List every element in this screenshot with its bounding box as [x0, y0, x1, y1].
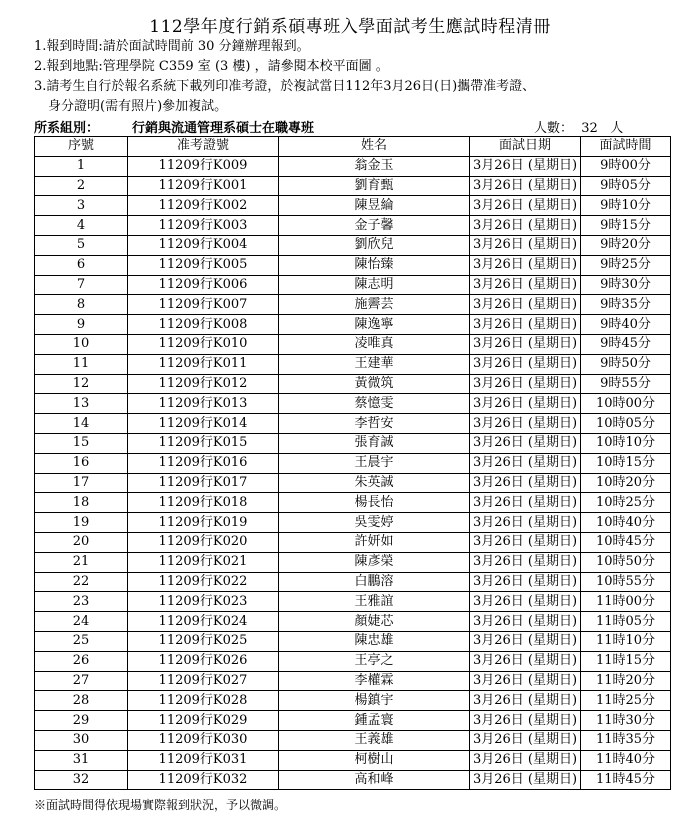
cell-interview-time: 10時10分 — [581, 433, 671, 453]
cell-ticket-number: 11209行K013 — [128, 394, 279, 414]
table-row — [35, 711, 671, 731]
cell-serial: 13 — [35, 394, 128, 414]
table-row — [35, 750, 671, 770]
cell-name: 陳怡臻 — [279, 255, 470, 275]
table-row — [35, 552, 671, 572]
cell-ticket-number: 11209行K016 — [128, 453, 279, 473]
cell-name: 楊鎮宇 — [279, 691, 470, 711]
cell-serial: 17 — [35, 473, 128, 493]
notes-block — [34, 37, 535, 117]
cell-name: 凌唯真 — [279, 334, 470, 354]
cell-name: 劉育甄 — [279, 176, 470, 196]
cell-serial: 11 — [35, 354, 128, 374]
note-check-in-location: 2.報到地點:管理學院 C359 室 (3 樓) ，請參閱本校平面圖 。 — [34, 59, 389, 74]
cell-interview-time: 10時55分 — [581, 572, 671, 592]
table-row — [35, 414, 671, 434]
cell-ticket-number: 11209行K012 — [128, 374, 279, 394]
cell-name: 鍾孟寰 — [279, 711, 470, 731]
cell-interview-time: 9時35分 — [581, 295, 671, 315]
cell-ticket-number: 11209行K017 — [128, 473, 279, 493]
cell-interview-time: 10時50分 — [581, 552, 671, 572]
cell-serial: 29 — [35, 711, 128, 731]
table-row — [35, 532, 671, 552]
count-unit: 人 — [610, 121, 624, 136]
cell-name: 王建華 — [279, 354, 470, 374]
cell-ticket-number: 11209行K028 — [128, 691, 279, 711]
cell-serial: 31 — [35, 750, 128, 770]
cell-serial: 30 — [35, 730, 128, 750]
cell-interview-date: 3月26日 (星期日) — [470, 711, 581, 731]
table-row — [35, 216, 671, 236]
cell-interview-date: 3月26日 (星期日) — [470, 493, 581, 513]
cell-interview-date: 3月26日 (星期日) — [470, 433, 581, 453]
cell-interview-time: 9時25分 — [581, 255, 671, 275]
cell-interview-time: 10時15分 — [581, 453, 671, 473]
table-row — [35, 730, 671, 750]
table-row — [35, 612, 671, 632]
cell-ticket-number: 11209行K008 — [128, 315, 279, 335]
note-admission-ticket: 3.請考生自行於報名系統下載列印准考證，於複試當日112年3月26日(日)攜帶准考證、 — [34, 79, 536, 94]
cell-serial: 9 — [35, 315, 128, 335]
cell-name: 蔡憶雯 — [279, 394, 470, 414]
cell-ticket-number: 11209行K009 — [128, 156, 279, 176]
cell-serial: 22 — [35, 572, 128, 592]
cell-serial: 23 — [35, 592, 128, 612]
column-header-name: 姓名 — [279, 137, 470, 157]
column-header-interview-date: 面試日期 — [470, 137, 581, 157]
cell-interview-time: 9時00分 — [581, 156, 671, 176]
cell-ticket-number: 11209行K025 — [128, 631, 279, 651]
cell-ticket-number: 11209行K018 — [128, 493, 279, 513]
table-row — [35, 572, 671, 592]
table-row — [35, 453, 671, 473]
cell-name: 王義雄 — [279, 730, 470, 750]
cell-interview-time: 9時20分 — [581, 235, 671, 255]
cell-interview-time: 10時40分 — [581, 513, 671, 533]
table-row — [35, 513, 671, 533]
cell-ticket-number: 11209行K011 — [128, 354, 279, 374]
cell-interview-date: 3月26日 (星期日) — [470, 691, 581, 711]
applicant-count — [534, 117, 623, 136]
cell-interview-time: 9時40分 — [581, 315, 671, 335]
table-row — [35, 255, 671, 275]
table-header-row — [35, 137, 671, 157]
cell-interview-time: 11時00分 — [581, 592, 671, 612]
cell-interview-date: 3月26日 (星期日) — [470, 334, 581, 354]
table-row — [35, 295, 671, 315]
cell-interview-time: 11時40分 — [581, 750, 671, 770]
cell-interview-date: 3月26日 (星期日) — [470, 315, 581, 335]
cell-interview-date: 3月26日 (星期日) — [470, 770, 581, 790]
cell-ticket-number: 11209行K003 — [128, 216, 279, 236]
cell-interview-time: 9時30分 — [581, 275, 671, 295]
table-row — [35, 334, 671, 354]
cell-interview-date: 3月26日 (星期日) — [470, 414, 581, 434]
cell-interview-date: 3月26日 (星期日) — [470, 671, 581, 691]
cell-serial: 19 — [35, 513, 128, 533]
cell-interview-date: 3月26日 (星期日) — [470, 453, 581, 473]
cell-serial: 18 — [35, 493, 128, 513]
cell-name: 金子馨 — [279, 216, 470, 236]
cell-ticket-number: 11209行K014 — [128, 414, 279, 434]
cell-interview-date: 3月26日 (星期日) — [470, 552, 581, 572]
cell-ticket-number: 11209行K023 — [128, 592, 279, 612]
cell-name: 李哲安 — [279, 414, 470, 434]
cell-interview-date: 3月26日 (星期日) — [470, 592, 581, 612]
cell-interview-time: 9時05分 — [581, 176, 671, 196]
cell-ticket-number: 11209行K010 — [128, 334, 279, 354]
cell-ticket-number: 11209行K001 — [128, 176, 279, 196]
table-row — [35, 631, 671, 651]
table-row — [35, 592, 671, 612]
cell-interview-date: 3月26日 (星期日) — [470, 572, 581, 592]
cell-serial: 21 — [35, 552, 128, 572]
cell-interview-date: 3月26日 (星期日) — [470, 374, 581, 394]
cell-ticket-number: 11209行K029 — [128, 711, 279, 731]
cell-ticket-number: 11209行K031 — [128, 750, 279, 770]
cell-serial: 32 — [35, 770, 128, 790]
footnote: ※面試時間得依現場實際報到狀況，予以微調。 — [34, 798, 287, 812]
cell-ticket-number: 11209行K022 — [128, 572, 279, 592]
cell-name: 王晨宇 — [279, 453, 470, 473]
cell-serial: 20 — [35, 532, 128, 552]
cell-ticket-number: 11209行K032 — [128, 770, 279, 790]
department-row — [34, 117, 674, 135]
department-label: 所系組別： — [34, 121, 100, 136]
cell-name: 高和峰 — [279, 770, 470, 790]
cell-interview-time: 11時35分 — [581, 730, 671, 750]
cell-name: 陳彥榮 — [279, 552, 470, 572]
department-name: 行銷與流通管理系碩士在職專班 — [132, 121, 315, 136]
cell-interview-time: 11時10分 — [581, 631, 671, 651]
cell-interview-time: 10時25分 — [581, 493, 671, 513]
cell-serial: 6 — [35, 255, 128, 275]
cell-ticket-number: 11209行K027 — [128, 671, 279, 691]
count-value: 32 — [581, 121, 598, 136]
table-row — [35, 374, 671, 394]
cell-ticket-number: 11209行K020 — [128, 532, 279, 552]
cell-serial: 3 — [35, 196, 128, 216]
cell-serial: 26 — [35, 651, 128, 671]
table-row — [35, 156, 671, 176]
cell-interview-time: 11時25分 — [581, 691, 671, 711]
cell-interview-date: 3月26日 (星期日) — [470, 473, 581, 493]
cell-interview-time: 9時50分 — [581, 354, 671, 374]
cell-interview-date: 3月26日 (星期日) — [470, 651, 581, 671]
count-label: 人數： — [534, 121, 574, 136]
table-row — [35, 433, 671, 453]
cell-interview-date: 3月26日 (星期日) — [470, 354, 581, 374]
cell-name: 張育誠 — [279, 433, 470, 453]
cell-interview-time: 11時20分 — [581, 671, 671, 691]
cell-interview-date: 3月26日 (星期日) — [470, 612, 581, 632]
cell-interview-time: 11時15分 — [581, 651, 671, 671]
table-row — [35, 671, 671, 691]
cell-interview-time: 11時45分 — [581, 770, 671, 790]
cell-name: 施霽芸 — [279, 295, 470, 315]
cell-interview-date: 3月26日 (星期日) — [470, 394, 581, 414]
cell-serial: 5 — [35, 235, 128, 255]
cell-interview-date: 3月26日 (星期日) — [470, 255, 581, 275]
cell-serial: 16 — [35, 453, 128, 473]
table-row — [35, 394, 671, 414]
cell-ticket-number: 11209行K030 — [128, 730, 279, 750]
cell-name: 陳忠雄 — [279, 631, 470, 651]
table-row — [35, 235, 671, 255]
cell-serial: 14 — [35, 414, 128, 434]
cell-name: 李權霖 — [279, 671, 470, 691]
cell-serial: 2 — [35, 176, 128, 196]
cell-ticket-number: 11209行K026 — [128, 651, 279, 671]
cell-interview-date: 3月26日 (星期日) — [470, 295, 581, 315]
cell-name: 翁金玉 — [279, 156, 470, 176]
cell-ticket-number: 11209行K007 — [128, 295, 279, 315]
table-row — [35, 651, 671, 671]
cell-name: 顏婕芯 — [279, 612, 470, 632]
cell-serial: 25 — [35, 631, 128, 651]
cell-ticket-number: 11209行K015 — [128, 433, 279, 453]
column-header-interview-time: 面試時間 — [581, 137, 671, 157]
cell-ticket-number: 11209行K002 — [128, 196, 279, 216]
table-row — [35, 354, 671, 374]
note-identity-proof: 身分證明(需有照片)參加複試。 — [48, 99, 228, 114]
table-row — [35, 691, 671, 711]
cell-name: 朱英誠 — [279, 473, 470, 493]
cell-interview-date: 3月26日 (星期日) — [470, 156, 581, 176]
cell-interview-time: 10時05分 — [581, 414, 671, 434]
cell-interview-time: 10時20分 — [581, 473, 671, 493]
page-title: 112學年度行銷系碩專班入學面試考生應試時程清冊 — [149, 17, 551, 37]
cell-name: 黃微筑 — [279, 374, 470, 394]
cell-serial: 10 — [35, 334, 128, 354]
table-row — [35, 315, 671, 335]
cell-interview-date: 3月26日 (星期日) — [470, 196, 581, 216]
cell-interview-time: 9時45分 — [581, 334, 671, 354]
cell-interview-date: 3月26日 (星期日) — [470, 631, 581, 651]
schedule-table — [34, 136, 671, 790]
column-header-ticket-number: 准考證號 — [128, 137, 279, 157]
cell-interview-date: 3月26日 (星期日) — [470, 513, 581, 533]
cell-interview-date: 3月26日 (星期日) — [470, 730, 581, 750]
cell-interview-date: 3月26日 (星期日) — [470, 235, 581, 255]
cell-interview-time: 9時15分 — [581, 216, 671, 236]
cell-interview-time: 9時55分 — [581, 374, 671, 394]
cell-interview-date: 3月26日 (星期日) — [470, 750, 581, 770]
cell-name: 吳雯婷 — [279, 513, 470, 533]
cell-name: 陳逸寧 — [279, 315, 470, 335]
cell-ticket-number: 11209行K006 — [128, 275, 279, 295]
note-check-in-time: 1.報到時間:請於面試時間前 30 分鐘辦理報到。 — [34, 39, 310, 54]
cell-serial: 4 — [35, 216, 128, 236]
cell-serial: 12 — [35, 374, 128, 394]
cell-interview-date: 3月26日 (星期日) — [470, 532, 581, 552]
cell-ticket-number: 11209行K024 — [128, 612, 279, 632]
cell-interview-time: 10時00分 — [581, 394, 671, 414]
table-row — [35, 770, 671, 790]
cell-interview-date: 3月26日 (星期日) — [470, 176, 581, 196]
cell-name: 王雅誼 — [279, 592, 470, 612]
cell-serial: 27 — [35, 671, 128, 691]
cell-serial: 8 — [35, 295, 128, 315]
table-row — [35, 493, 671, 513]
cell-name: 柯樹山 — [279, 750, 470, 770]
column-header-serial: 序號 — [35, 137, 128, 157]
cell-interview-time: 11時30分 — [581, 711, 671, 731]
cell-serial: 1 — [35, 156, 128, 176]
table-row — [35, 196, 671, 216]
cell-name: 許妍如 — [279, 532, 470, 552]
cell-serial: 24 — [35, 612, 128, 632]
cell-interview-time: 11時05分 — [581, 612, 671, 632]
cell-serial: 7 — [35, 275, 128, 295]
cell-interview-date: 3月26日 (星期日) — [470, 275, 581, 295]
cell-ticket-number: 11209行K021 — [128, 552, 279, 572]
cell-name: 楊長怡 — [279, 493, 470, 513]
cell-serial: 28 — [35, 691, 128, 711]
cell-ticket-number: 11209行K019 — [128, 513, 279, 533]
cell-serial: 15 — [35, 433, 128, 453]
table-row — [35, 176, 671, 196]
table-row — [35, 275, 671, 295]
cell-name: 陳志明 — [279, 275, 470, 295]
cell-name: 王亭之 — [279, 651, 470, 671]
cell-interview-time: 9時10分 — [581, 196, 671, 216]
cell-interview-date: 3月26日 (星期日) — [470, 216, 581, 236]
cell-ticket-number: 11209行K004 — [128, 235, 279, 255]
cell-name: 陳昱綸 — [279, 196, 470, 216]
cell-name: 劉欣兒 — [279, 235, 470, 255]
cell-interview-time: 10時45分 — [581, 532, 671, 552]
table-row — [35, 473, 671, 493]
cell-name: 白鵬溶 — [279, 572, 470, 592]
cell-ticket-number: 11209行K005 — [128, 255, 279, 275]
